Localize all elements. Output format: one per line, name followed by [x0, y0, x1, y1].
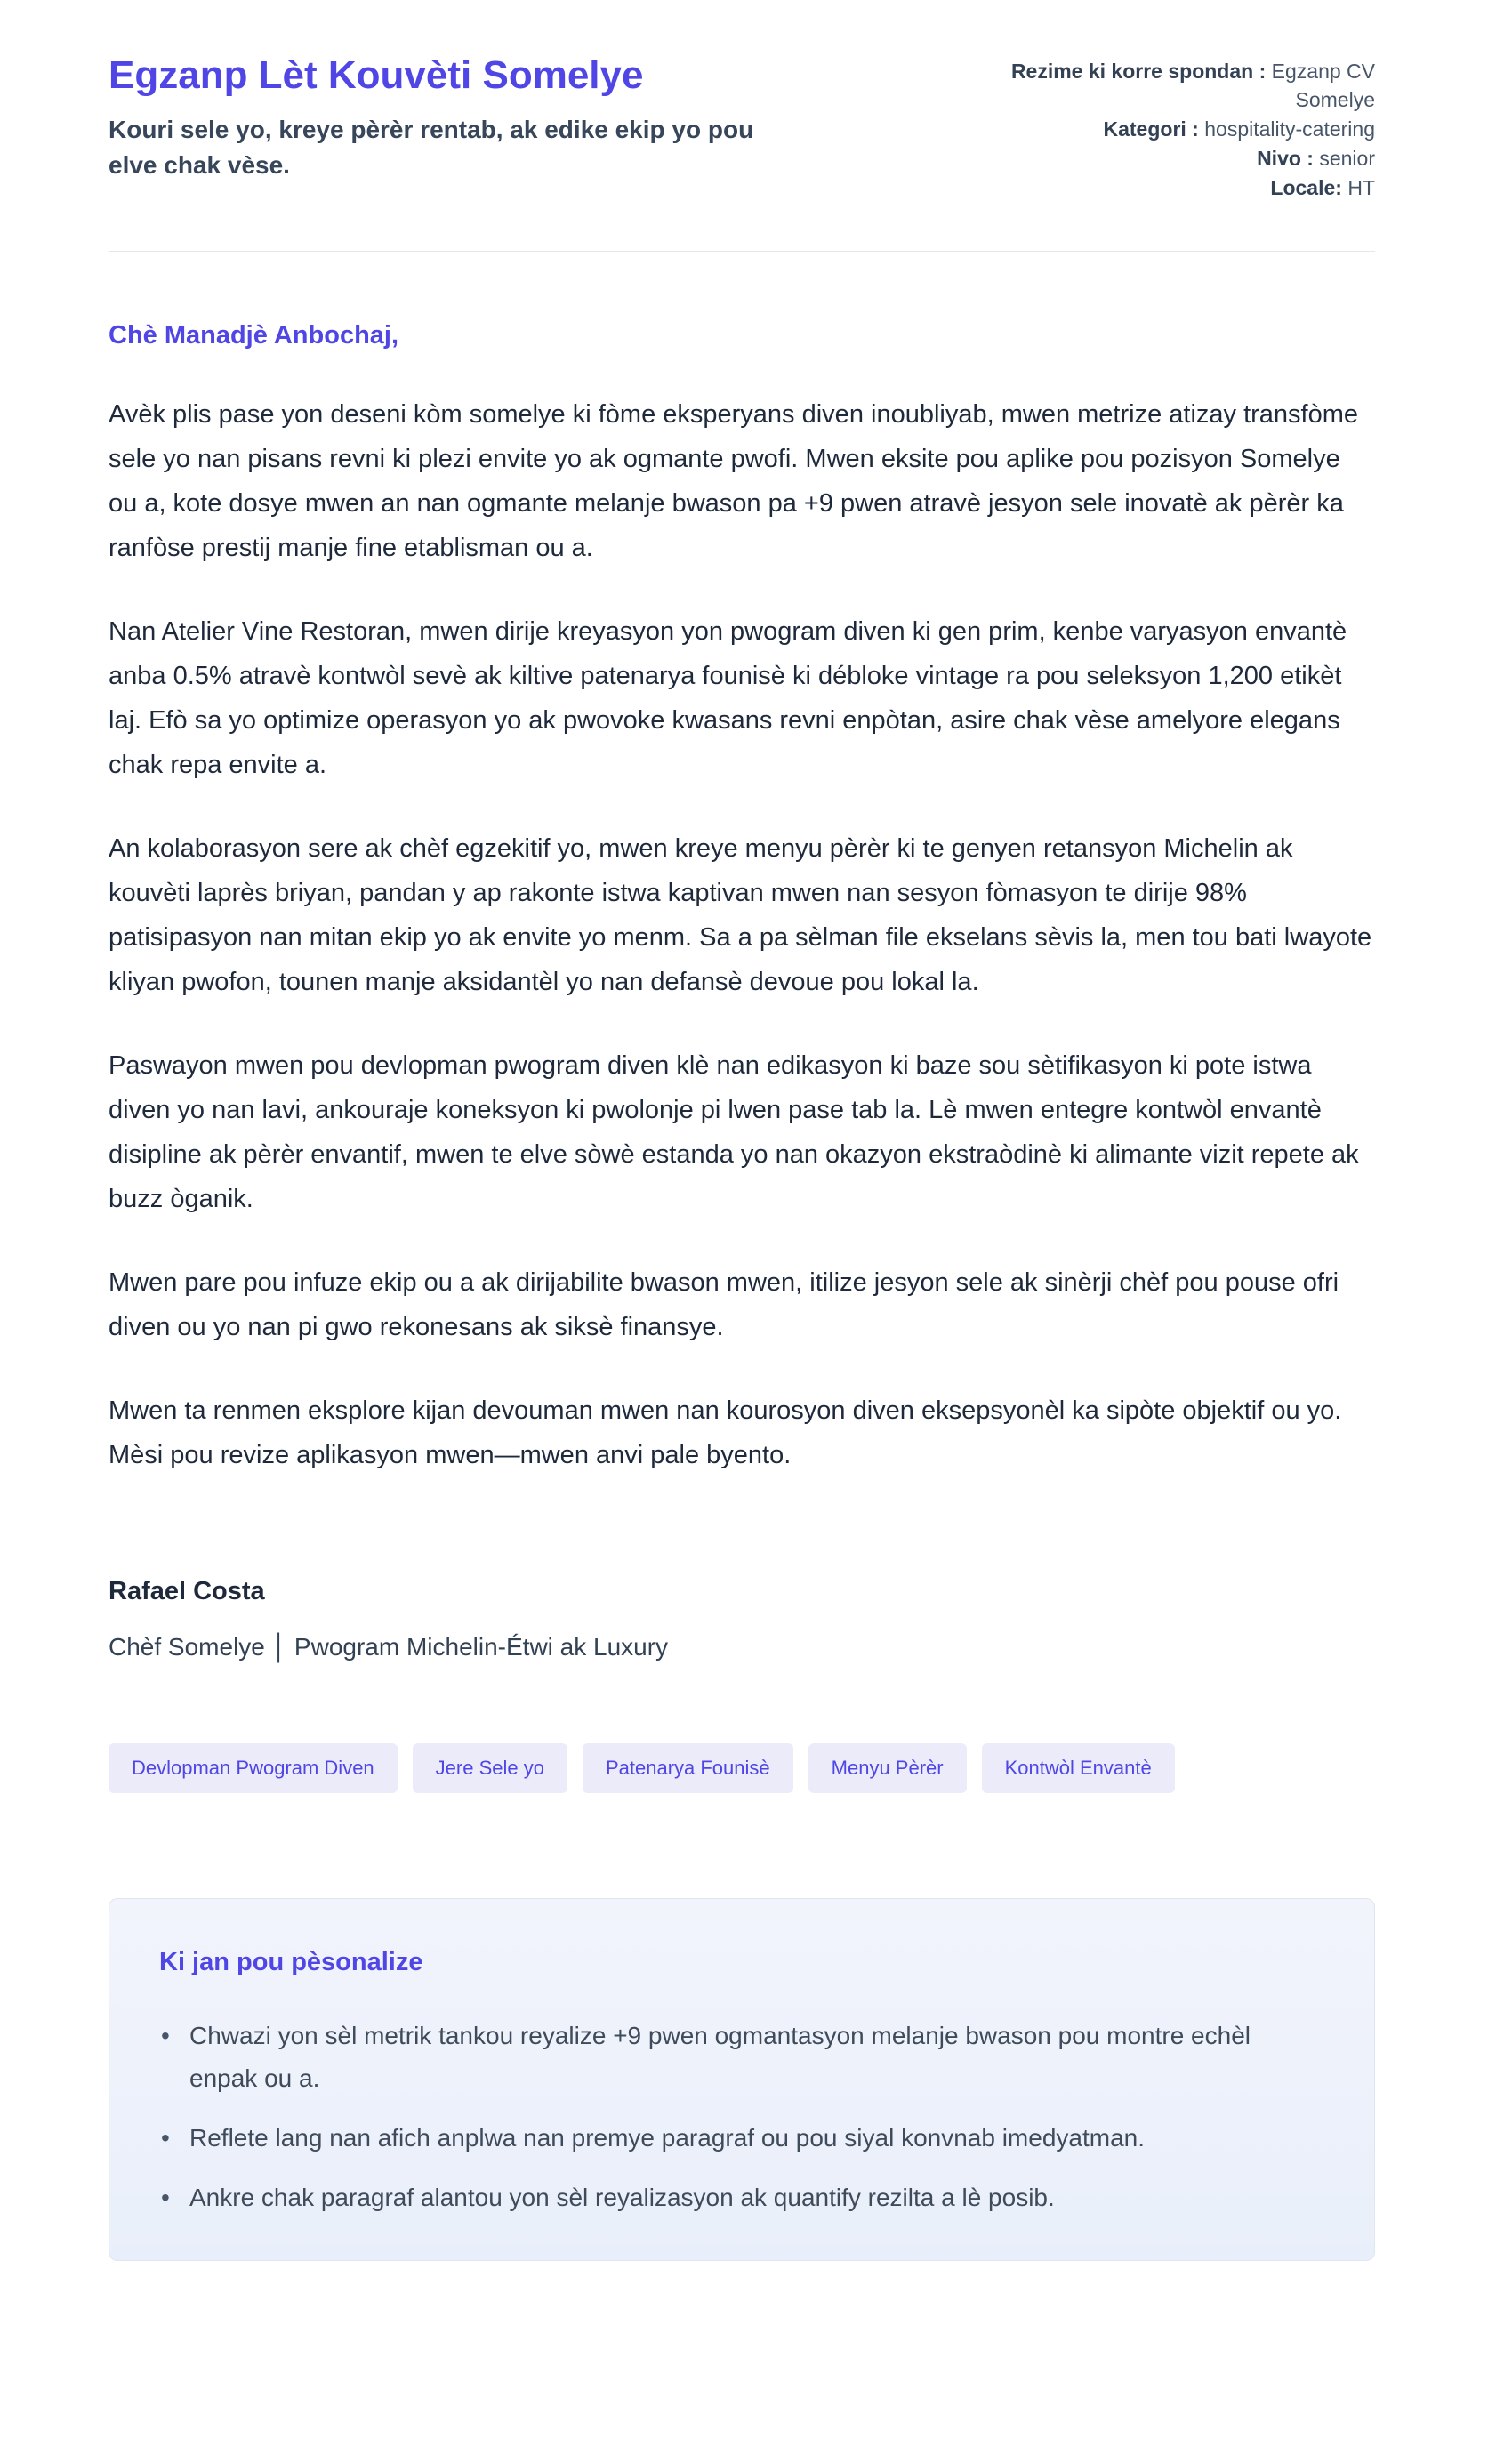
personalize-list	[159, 2015, 1324, 2219]
tag-chip-pairing-menu[interactable]: Menyu Pèrèr	[808, 1743, 967, 1793]
meta-row-matching-resume	[957, 57, 1375, 114]
header-divider	[109, 251, 1375, 252]
tag-chip-supplier-partnership[interactable]: Patenarya Founisè	[583, 1743, 793, 1793]
meta-value: hospitality-catering	[1204, 117, 1375, 141]
skill-tags-row	[109, 1743, 1375, 1793]
meta-row-category	[957, 115, 1375, 143]
page-title: Egzanp Lèt Kouvèti Somelye	[109, 53, 644, 97]
meta-value: senior	[1319, 147, 1375, 170]
header-title-block	[109, 52, 793, 183]
letter-paragraph-3: An kolaborasyon sere ak chèf egzekitif yo, mwen kreye menyu pèrèr ki te genyen retansyon Michelin ak kouvèti laprès briyan, pandan y ap rakonte istwa kaptivan mwen nan sesyon fòmasyon te dirije 98% patisipasyon nan mitan ekip yo ak envite yo menm. Sa a pa sèlman file ekselans sèvis la, men tou bati lwayote kliyan pwofon, tounen manje aksidantèl yo nan defansè devoue pou lokal la.	[109, 834, 1372, 996]
personalize-box	[109, 1898, 1375, 2261]
meta-label: Kategori :	[1103, 117, 1199, 141]
letter-body	[109, 318, 1375, 1661]
signature-name: Rafael Costa	[109, 1577, 265, 1605]
meta-label: Nivo :	[1257, 147, 1314, 170]
document-meta	[957, 52, 1375, 203]
signature-title: Chèf Somelye │ Pwogram Michelin-Étwi ak Luxury	[109, 1633, 669, 1661]
content-container	[109, 0, 1375, 2261]
personalize-bullet-2: • Reflete lang nan afich anplwa nan premye paragraf ou pou siyal konvnab imedyatman.	[189, 2117, 1301, 2160]
meta-value: Egzanp CV Somelye	[1271, 60, 1375, 111]
meta-value: HT	[1347, 176, 1375, 199]
tag-chip-wine-program[interactable]: Devlopman Pwogram Diven	[109, 1743, 398, 1793]
letter-paragraph-2: Nan Atelier Vine Restoran, mwen dirije kreyasyon yon pwogram diven ki gen prim, kenbe varyasyon envantè anba 0.5% atravè kontwòl sevè ak kiltive patenarya founisè ki débloke vintage ra pou seleksyon 1,200 etikèt laj. Efò sa yo optimize operasyon yo ak pwovoke kwasans revni enpòtan, asire chak vèse amelyore elegans chak repa envite a.	[109, 617, 1347, 779]
personalize-bullet-1: • Chwazi yon sèl metrik tankou reyalize +9 pwen ogmantasyon melanje bwason pou montre echèl enpak ou a.	[189, 2015, 1301, 2100]
tag-chip-cellar-management[interactable]: Jere Sele yo	[413, 1743, 567, 1793]
letter-paragraph-4: Paswayon mwen pou devlopman pwogram diven klè nan edikasyon ki baze sou sètifikasyon ki pote istwa diven yo nan lavi, ankouraje koneksyon ki pwolonje pi lwen pase tab la. Lè mwen entegre kontwòl envantè disipline ak pèrèr envantif, mwen te elve sòwè estanda yo nan okazyon ekstraòdinè ki alimante vizit repete ak buzz òganik.	[109, 1051, 1359, 1213]
page-subtitle: Kouri sele yo, kreye pèrèr rentab, ak edike ekip yo pou elve chak vèse.	[109, 116, 754, 179]
meta-row-locale	[957, 173, 1375, 202]
personalize-heading: Ki jan pou pèsonalize	[159, 1948, 423, 1976]
letter-paragraph-1: Avèk plis pase yon deseni kòm somelye ki fòme eksperyans diven inoubliyab, mwen metrize atizay transfòme sele yo nan pisans revni ki plezi envite yo ak ogmante pwofi. Mwen eksite pou aplike pou pozisyon Somelye ou a, kote dosye mwen an nan ogmante melanje bwason pa +9 pwen atravè jesyon sele inovatè ak pèrèr ka ranfòse prestij manje fine etablisman ou a.	[109, 400, 1359, 562]
meta-label: Rezime ki korre spondan :	[1010, 60, 1267, 83]
letter-greeting: Chè Manadjè Anbochaj,	[109, 321, 399, 350]
letter-paragraph-5: Mwen pare pou infuze ekip ou a ak dirijabilite bwason mwen, itilize jesyon sele ak sinèrji chèf pou pouse ofri diven ou yo nan pi gwo rekonesans ak siksè finansye.	[109, 1268, 1339, 1341]
tag-chip-inventory-control[interactable]: Kontwòl Envantè	[982, 1743, 1175, 1793]
page-header	[109, 52, 1375, 203]
letter-paragraph-6: Mwen ta renmen eksplore kijan devouman mwen nan kourosyon diven eksepsyonèl ka sipòte objektif ou yo. Mèsi pou revize aplikasyon mwen—mwen anvi pale byento.	[109, 1396, 1342, 1469]
meta-label: Locale:	[1270, 176, 1342, 199]
meta-row-level	[957, 144, 1375, 173]
personalize-bullet-3: • Ankre chak paragraf alantou yon sèl reyalizasyon ak quantify rezilta a lè posib.	[189, 2176, 1301, 2219]
